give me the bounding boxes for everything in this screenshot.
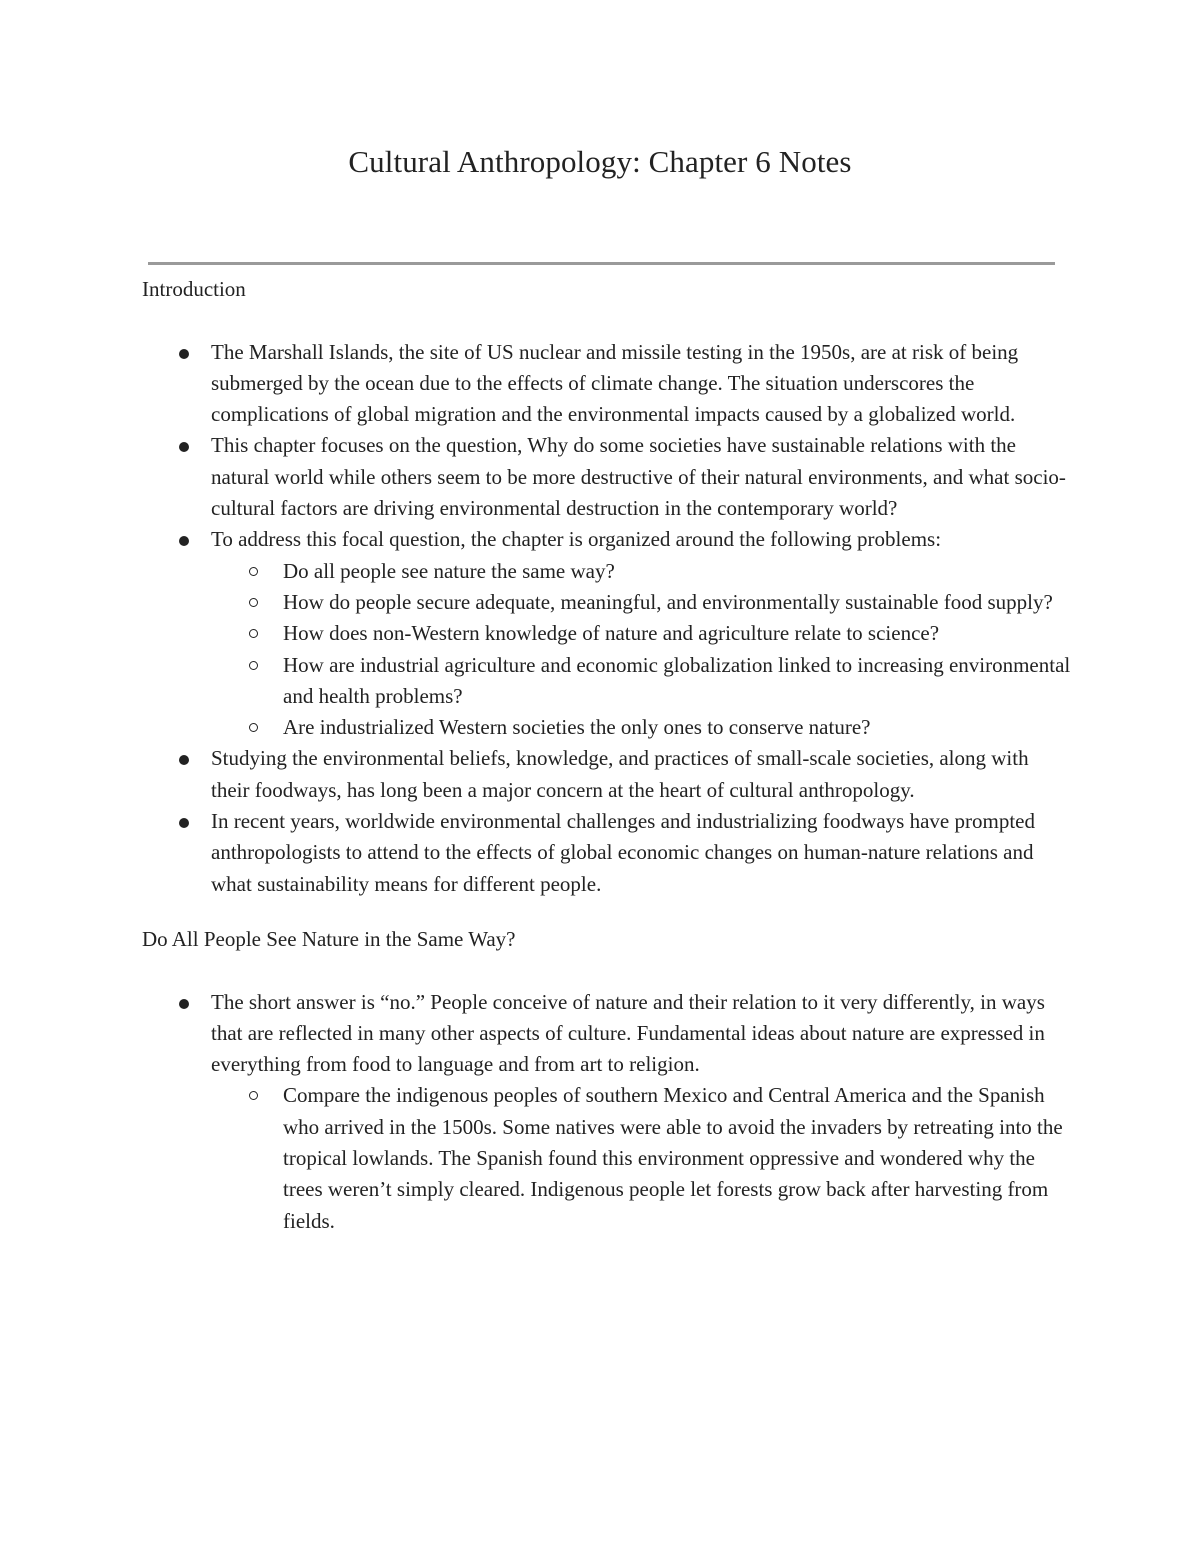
section-heading-introduction: Introduction xyxy=(142,277,246,301)
bullet-list xyxy=(142,337,1072,900)
list-item-text: In recent years, worldwide environmental challenges and industrializing foodways have prompted anthropologists to attend to the effects of global economic changes on human-nature relations and what sustainability means for different people. xyxy=(211,809,1035,896)
list-item-text: The Marshall Islands, the site of US nuclear and missile testing in the 1950s, are at risk of being submerged by the ocean due to the effects of climate change. The situation underscores the complications of global migration and the environmental impacts caused by a globalized world. xyxy=(211,339,1019,427)
bullet-circle-icon xyxy=(249,629,258,638)
document-title: Cultural Anthropology: Chapter 6 Notes xyxy=(348,144,852,179)
bullet-dot-icon xyxy=(179,999,189,1009)
list-item xyxy=(142,743,1072,806)
spacer xyxy=(142,955,1072,986)
list-item-text: Studying the environmental beliefs, knowledge, and practices of small-scale societies, along with their foodways, has long been a major concern at the heart of cultural anthropology. xyxy=(211,746,1029,802)
bullet-circle-icon xyxy=(249,598,258,607)
list-item xyxy=(142,806,1072,900)
horizontal-rule xyxy=(148,262,1055,265)
spacer xyxy=(142,305,1072,336)
bullet-circle-icon xyxy=(249,661,258,670)
document-body xyxy=(142,274,1072,1237)
bullet-dot-icon xyxy=(179,442,189,452)
sub-list-item-text: How do people secure adequate, meaningful, and environmentally sustainable food supply? xyxy=(283,589,1053,614)
sub-list-item-text: Are industrialized Western societies the only ones to conserve nature? xyxy=(283,715,871,740)
list-item-text: To address this focal question, the chapter is organized around the following problems: xyxy=(211,527,942,552)
sub-list-item xyxy=(142,1080,1072,1236)
sub-list-item xyxy=(142,556,1072,587)
sub-list-item-text: How are industrial agriculture and economic globalization linked to increasing environmental and health problems? xyxy=(283,652,1071,708)
section-heading-nature: Do All People See Nature in the Same Way? xyxy=(142,926,516,951)
sub-list-item xyxy=(142,712,1072,743)
list-item-text: The short answer is “no.” People conceive of nature and their relation to it very differently, in ways that are reflected in many other aspects of culture. Fundamental ideas about nature are expressed in everything from food to language and from art to religion. xyxy=(211,989,1045,1077)
list-item-text: This chapter focuses on the question, Why do some societies have sustainable relations with the natural world while others seem to be more destructive of their natural environments, and what socio-cultural factors are driving environmental destruction in the contemporary world? xyxy=(211,433,1066,521)
bullet-dot-icon xyxy=(179,755,189,765)
list-item xyxy=(142,337,1072,431)
list-item xyxy=(142,987,1072,1237)
list-item xyxy=(142,430,1072,524)
sub-list-item xyxy=(142,618,1072,649)
bullet-circle-icon xyxy=(249,567,258,576)
sub-list-item-text: Do all people see nature the same way? xyxy=(283,558,615,583)
sub-list-item xyxy=(142,587,1072,618)
bullet-dot-icon xyxy=(179,536,189,546)
sub-list-item-text: Compare the indigenous peoples of southern Mexico and Central America and the Spanish who arrived in the 1500s. Some natives were able to avoid the invaders by retreating into the tropical lowlands. The Spanish found this environment oppressive and wondered why the trees weren’t simply cleared. Indigenous people let forests grow back after harvesting from fields. xyxy=(283,1083,1063,1233)
bullet-dot-icon xyxy=(179,818,189,828)
bullet-dot-icon xyxy=(179,349,189,359)
bullet-circle-icon xyxy=(249,723,258,732)
sub-list-item-text: How does non-Western knowledge of nature and agriculture relate to science? xyxy=(283,621,940,646)
sub-bullet-list xyxy=(211,1080,1072,1236)
list-item xyxy=(142,524,1072,743)
bullet-circle-icon xyxy=(249,1091,258,1100)
sub-list-item xyxy=(142,650,1072,713)
sub-bullet-list xyxy=(211,556,1072,744)
bullet-list xyxy=(142,987,1072,1237)
